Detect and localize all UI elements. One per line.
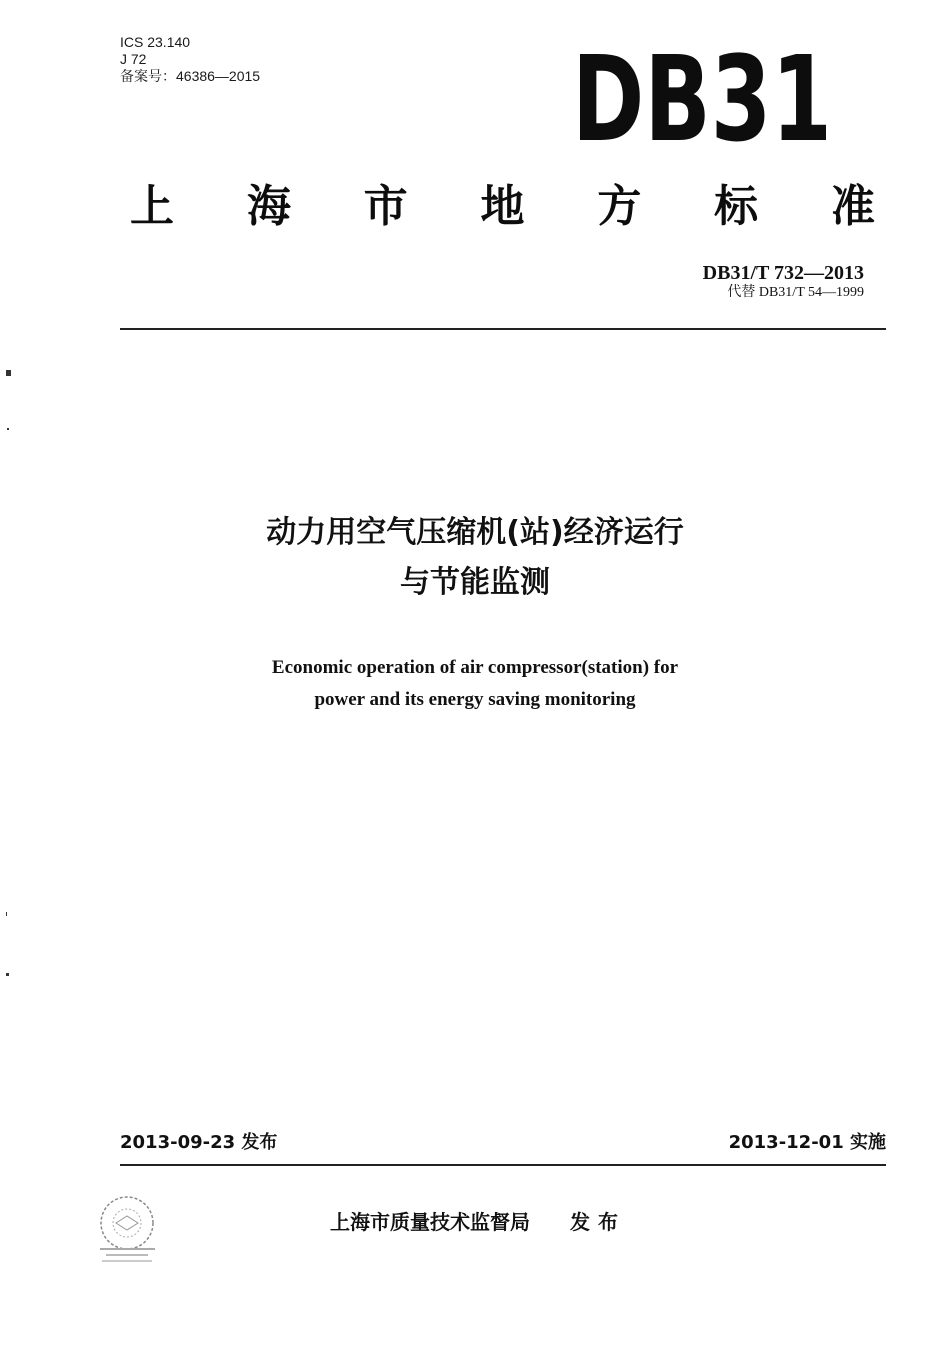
publisher-name: 上海市质量技术监督局 — [330, 1210, 530, 1234]
header-meta — [120, 34, 260, 85]
publisher-action: 发布 — [570, 1210, 626, 1234]
standard-type-char: 方 — [597, 181, 642, 232]
standard-number-block — [703, 262, 864, 302]
standard-type-char: 上 — [130, 181, 174, 232]
issue-date: 2013-09-23 发布 — [120, 1132, 278, 1153]
standard-type-char: 地 — [480, 181, 525, 232]
document-title-cn — [0, 508, 950, 608]
title-en-line: power and its energy saving monitoring — [314, 689, 636, 710]
document-title-en — [0, 652, 950, 716]
stamp-icon — [90, 1190, 165, 1265]
classification-code: J 72 — [120, 51, 147, 67]
scan-speck — [6, 973, 9, 976]
standard-number: DB31/T 732—2013 — [702, 262, 864, 284]
header-divider — [120, 328, 886, 330]
replaces-standard: 代替 DB31/T 54—1999 — [727, 285, 864, 300]
title-en-line: Economic operation of air compressor(station) for — [271, 657, 679, 678]
standard-type-char: 海 — [246, 181, 291, 232]
scan-speck — [6, 912, 7, 916]
standard-type-char: 市 — [363, 181, 408, 232]
scan-speck — [6, 370, 11, 376]
title-cn-line: 与节能监测 — [400, 565, 550, 600]
standard-type-char: 准 — [830, 181, 875, 232]
footer-divider — [120, 1164, 886, 1166]
implementation-date: 2013-12-01 实施 — [728, 1132, 886, 1153]
publisher-line — [330, 1206, 626, 1235]
standard-type-title — [130, 170, 875, 234]
filing-number: 备案号：46386—2015 — [120, 68, 261, 84]
db31-logo-text: DB31 — [572, 30, 832, 168]
scan-speck — [7, 428, 9, 430]
title-cn-line: 动力用空气压缩机(站)经济运行 — [266, 515, 684, 550]
db31-logo — [570, 30, 835, 168]
ics-code: ICS 23.140 — [120, 34, 191, 50]
standard-type-char: 标 — [714, 181, 759, 232]
